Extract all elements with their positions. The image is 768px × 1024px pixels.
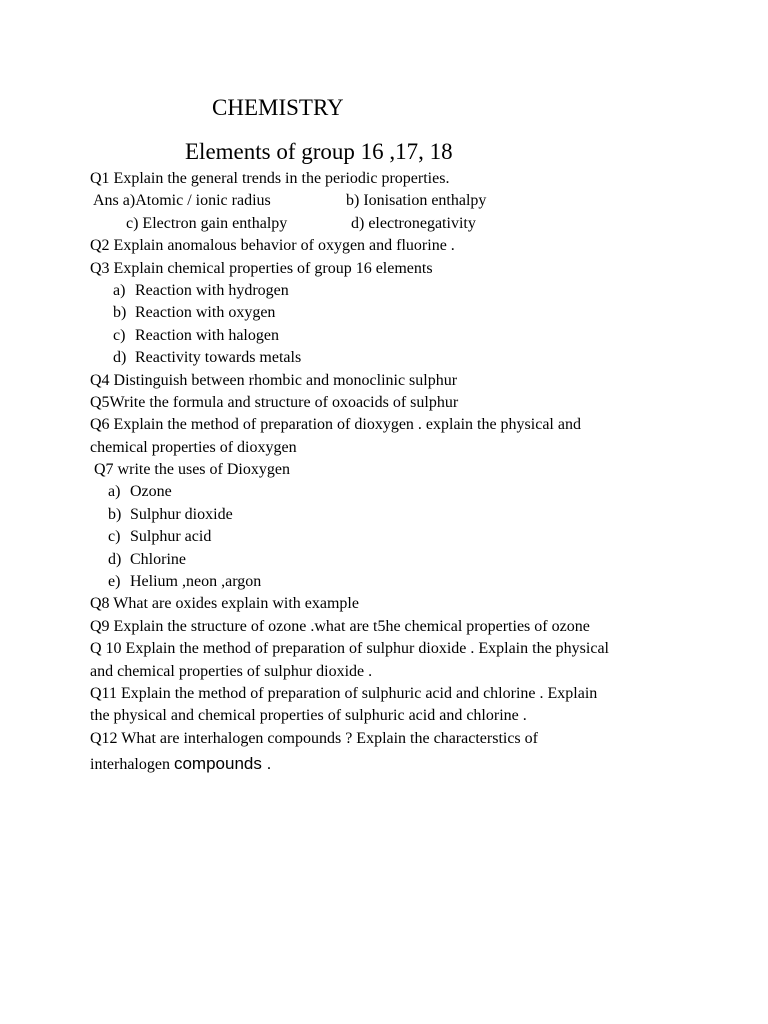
question-text: Q4 Distinguish between rhombic and monoclinic sulphur xyxy=(90,371,458,389)
list-item xyxy=(0,302,768,324)
list-item-text: Helium ,neon ,argon xyxy=(130,573,262,591)
answer-item: Ans a)Atomic / ionic radius xyxy=(93,192,271,210)
question-q11-continued xyxy=(0,705,768,727)
question-text: Q 10 Explain the method of preparation of sulphur dioxide . Explain the physical xyxy=(90,640,609,658)
list-marker: b) xyxy=(113,304,127,322)
question-q12-continued xyxy=(0,750,768,776)
list-item xyxy=(0,549,768,571)
list-marker: e) xyxy=(108,573,121,591)
answer-item: c) Electron gain enthalpy xyxy=(126,214,288,232)
list-marker: a) xyxy=(113,281,126,299)
question-q3 xyxy=(0,258,768,280)
question-q1 xyxy=(0,168,768,190)
question-q4 xyxy=(0,370,768,392)
list-item-text: Reaction with hydrogen xyxy=(135,281,289,299)
question-text: Q5Write the formula and structure of oxoacids of sulphur xyxy=(90,393,459,411)
list-item xyxy=(0,481,768,503)
page-title: CHEMISTRY xyxy=(212,95,344,120)
question-q12 xyxy=(0,728,768,750)
list-marker: b) xyxy=(108,505,122,523)
question-text: Q6 Explain the method of preparation of dioxygen . explain the physical and xyxy=(90,416,581,434)
question-text: Q9 Explain the structure of ozone .what are t5he chemical properties of ozone xyxy=(90,617,590,635)
question-text: Q2 Explain anomalous behavior of oxygen and fluorine . xyxy=(90,237,455,255)
question-q10-continued xyxy=(0,661,768,683)
question-text: Q1 Explain the general trends in the periodic properties. xyxy=(90,170,450,187)
question-text-sans: compounds . xyxy=(173,754,272,774)
question-q6 xyxy=(0,414,768,436)
list-marker: c) xyxy=(113,326,126,344)
question-text: chemical properties of dioxygen xyxy=(90,438,297,456)
q1-answer-row-1 xyxy=(0,190,768,212)
question-text: the physical and chemical properties of sulphuric acid and chlorine . xyxy=(90,707,527,725)
page-subtitle: Elements of group 16 ,17, 18 xyxy=(185,139,453,164)
list-item xyxy=(0,280,768,302)
question-q10 xyxy=(0,638,768,660)
question-text: Q8 What are oxides explain with example xyxy=(90,595,359,613)
question-text: and chemical properties of sulphur dioxide . xyxy=(90,662,373,680)
list-item xyxy=(0,347,768,369)
question-q6-continued xyxy=(0,437,768,459)
question-text: Q12 What are interhalogen compounds ? Explain the characterstics of xyxy=(90,729,538,747)
question-text: Q7 write the uses of Dioxygen xyxy=(90,461,290,479)
answer-item: b) Ionisation enthalpy xyxy=(346,192,487,210)
question-text: Q3 Explain chemical properties of group 16 elements xyxy=(90,259,433,277)
answer-item: d) electronegativity xyxy=(351,214,476,232)
list-item xyxy=(0,325,768,347)
list-item xyxy=(0,504,768,526)
question-list xyxy=(0,168,768,776)
question-q11 xyxy=(0,683,768,705)
list-item-text: Reactivity towards metals xyxy=(135,349,302,367)
question-q7 xyxy=(0,459,768,481)
list-item-text: Reaction with oxygen xyxy=(135,304,276,322)
list-item-text: Ozone xyxy=(130,483,172,501)
list-item-text: Sulphur dioxide xyxy=(130,505,233,523)
list-item xyxy=(0,571,768,593)
list-marker: c) xyxy=(108,528,121,546)
question-q5 xyxy=(0,392,768,414)
q1-answer-row-2 xyxy=(0,213,768,235)
list-marker: d) xyxy=(113,349,127,367)
question-q8 xyxy=(0,593,768,615)
list-item-text: Reaction with halogen xyxy=(135,326,279,344)
question-text: Q11 Explain the method of preparation of sulphuric acid and chlorine . Explain xyxy=(90,684,598,702)
list-item-text: Sulphur acid xyxy=(130,528,212,546)
question-text: interhalogen xyxy=(90,756,174,774)
question-q2 xyxy=(0,235,768,257)
list-marker: a) xyxy=(108,483,121,501)
list-marker: d) xyxy=(108,550,122,568)
list-item-text: Chlorine xyxy=(130,550,186,568)
list-item xyxy=(0,526,768,548)
question-q9 xyxy=(0,616,768,638)
